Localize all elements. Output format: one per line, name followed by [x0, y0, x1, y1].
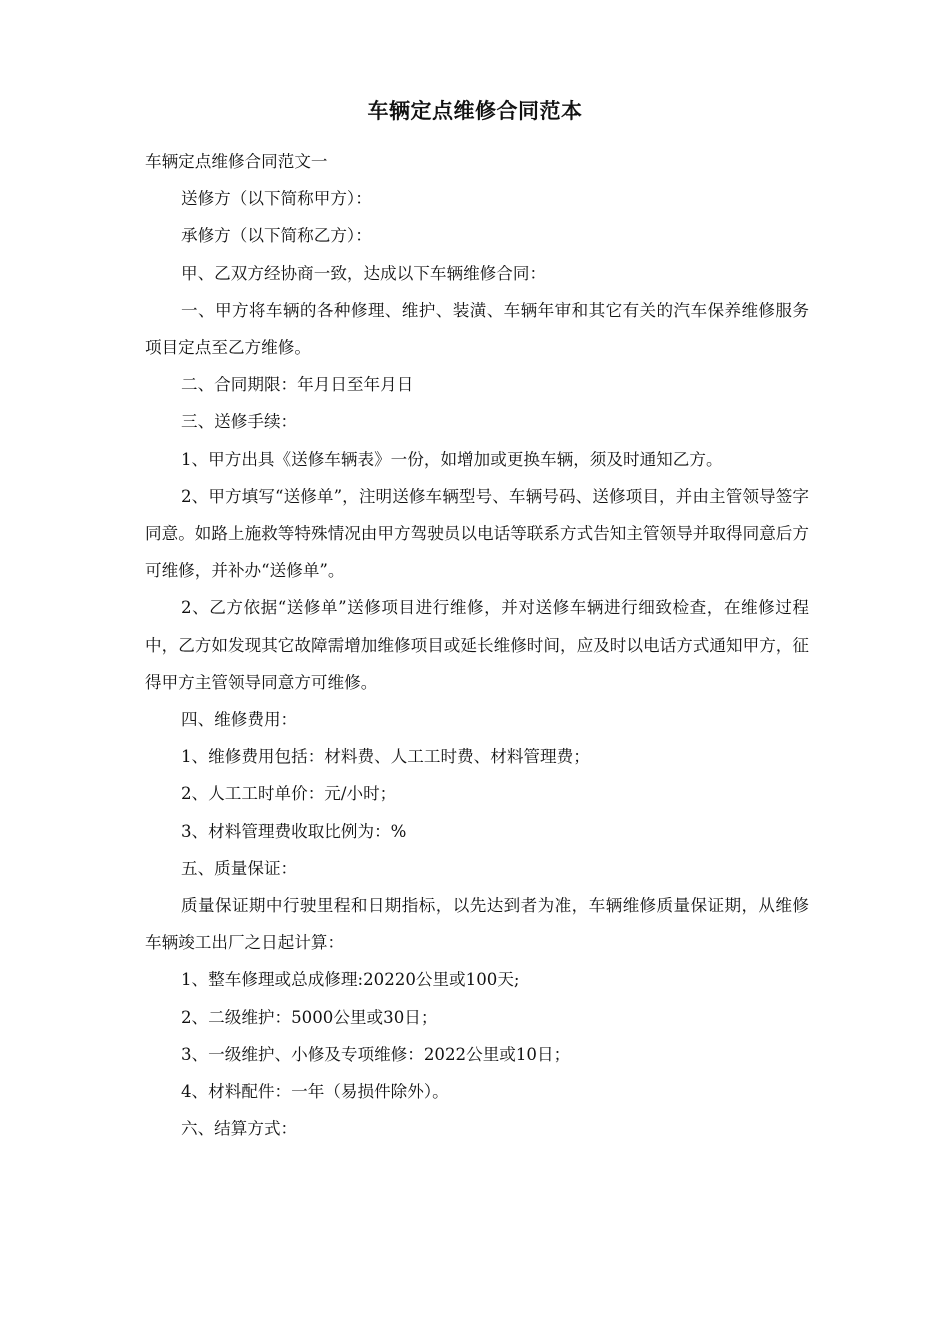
- paragraph-clause-5-3: 3、一级维护、小修及专项维修：2022公里或10日；: [181, 1044, 571, 1064]
- paragraph-sender: 送修方（以下简称甲方）：: [181, 189, 372, 209]
- paragraph-clause-5-intro: 质量保证期中行驶里程和日期指标，以先达到者为准，车辆维修质量保证期，从维修车辆竣工出厂之日起计算：: [145, 896, 809, 953]
- paragraph-clause-4-3: 3、材料管理费收取比例为：%: [181, 821, 407, 841]
- paragraph-clause-4: 四、维修费用：: [181, 710, 298, 730]
- paragraph-clause-5-4: 4、材料配件：一年（易损件除外）。: [181, 1082, 449, 1102]
- paragraph-clause-5-2: 2、二级维护：5000公里或30日；: [181, 1007, 438, 1027]
- paragraph-clause-6: 六、结算方式：: [181, 1119, 298, 1139]
- paragraph-clause-4-2: 2、人工工时单价：元/小时；: [181, 784, 397, 804]
- paragraph-clause-4-1: 1、维修费用包括：材料费、人工工时费、材料管理费；: [181, 747, 590, 767]
- paragraph-clause-3-1: 1、甲方出具《送修车辆表》一份，如增加或更换车辆，须及时通知乙方。: [181, 449, 723, 469]
- paragraph-clause-5-1: 1、整车修理或总成修理:20220公里或100天;: [181, 970, 520, 990]
- paragraph-repairer: 承修方（以下简称乙方）：: [181, 226, 372, 246]
- paragraph-clause-5: 五、质量保证：: [181, 858, 298, 878]
- paragraph-clause-1: 一、甲方将车辆的各种修理、维护、装潢、车辆年审和其它有关的汽车保养维修服务项目定点至乙方维修。: [145, 300, 809, 358]
- document-body: [145, 143, 809, 1147]
- paragraph-clause-3-3: 2、乙方依据“送修单”送修项目进行维修，并对送修车辆进行细致检查，在维修过程中，乙方如发现其它故障需增加维修项目或延长维修时间，应及时以电话方式通知甲方，征得甲方主管领导同意方可维修。: [145, 598, 809, 692]
- paragraph-clause-3-2: 2、甲方填写“送修单”，注明送修车辆型号、车辆号码、送修项目，并由主管领导签字同意。如路上施救等特殊情况由甲方驾驶员以电话等联系方式告知主管领导并取得同意后方可维修，并补办“送修单”。: [145, 486, 809, 581]
- paragraph-subtitle: 车辆定点维修合同范文一: [145, 152, 328, 171]
- document-title: 车辆定点维修合同范本: [367, 99, 583, 123]
- paragraph-agreement: 甲、乙双方经协商一致，达成以下车辆维修合同：: [181, 263, 547, 283]
- paragraph-clause-3: 三、送修手续：: [181, 412, 298, 432]
- paragraph-clause-2: 二、合同期限：年月日至年月日: [181, 375, 414, 395]
